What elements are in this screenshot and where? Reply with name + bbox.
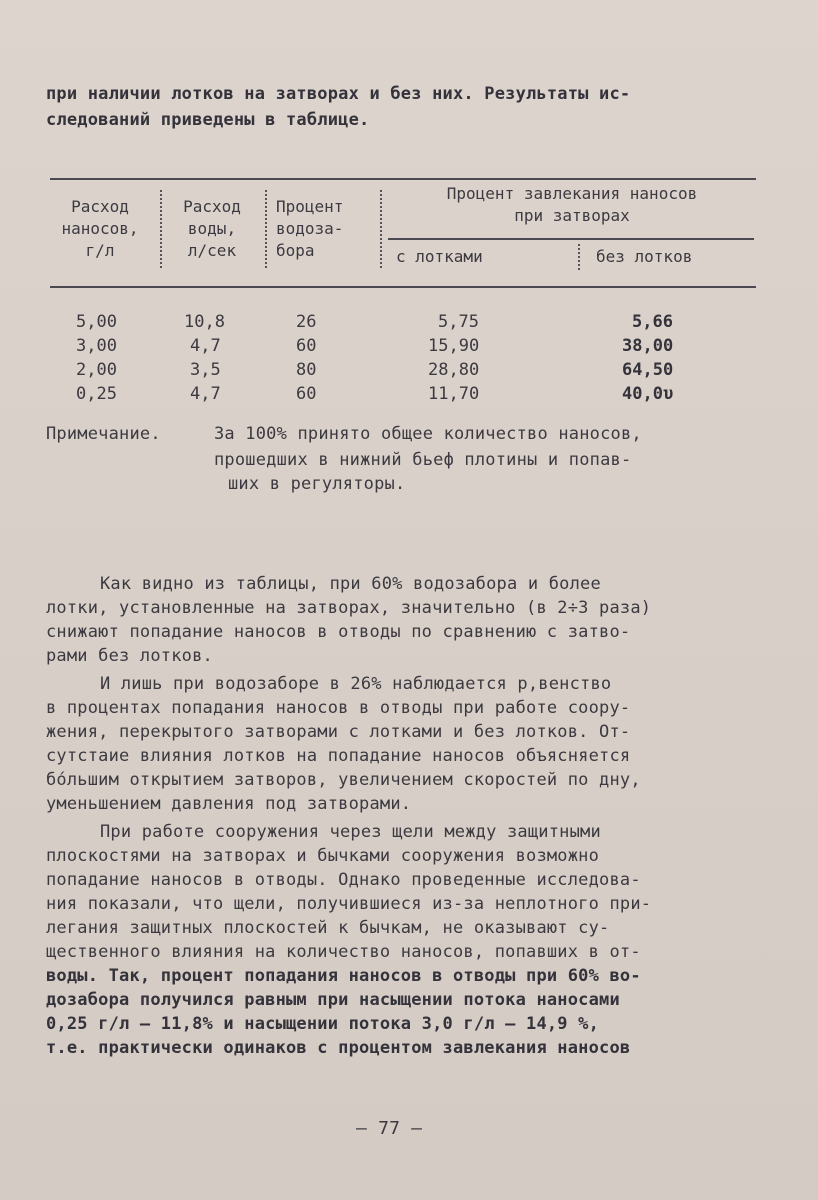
header-sediment-flow: Расход наносов, г/л [61, 197, 139, 260]
page-number: – 77 – [356, 1118, 423, 1139]
body-line: ния показали, что щели, получившиеся из-за неплотного при- [46, 894, 652, 914]
body-line: в процентах попадания наносов в отводы при работе соору- [46, 698, 631, 718]
body-line: жения, перекрытого затворами с лотками и без лотков. От- [46, 722, 631, 742]
header-group-entrainment: Процент завлекания наносов при затворах [446, 184, 698, 225]
body-line: лотки, установленные на затворах, значительно (в 2÷3 раза) [46, 598, 652, 618]
body-line: воды. Так, процент попадания наносов в отводы при 60% во- [46, 966, 641, 986]
body-line: плоскостями на затворах и бычками сооружения возможно [46, 846, 600, 866]
body-line: бо́льшим открытием затворов, увеличением скоростей по дну, [46, 770, 641, 790]
column-separator [380, 190, 382, 268]
body-line: щественного влияния на количество наносов, попавших в от- [46, 942, 641, 962]
document-page: при наличии лотков на затворах и без них. Результаты ис- следований приведены в таблице. Расход наносов, г/л Расход воды, л/сек Процент водоза- бора Процент завлекания наносов при затворах с лотками без лотков 5,00 10,8 26 5,75 5,66 3,00 4,7 60 15,90 38,00 2,00 3,5 80 28,80 64,50 0,25 4,7 60 11,70 40,0υ Примечание. За 100% принято общее количество наносов, прошедших в нижний бьеф плотины и попав- ших в регуляторы. Как видно из таблицы, при 60% водозабора и более лотки, установленные на затворах, значительно (в 2÷3 раза) снижают попадание наносов в отводы по сравнению с затво- рами без лотков. И лишь при водозаборе в 26% наблюдается р,венство в процентах попадания наносов в отводы при работе соору- жения, перекрытого затворами с лотками и без лотков. От- сутстаие влияния лотков на попадание наносов объясняется бо́льшим открытием затворов, увеличением скоростей по дну, уменьшением давления под затворами. При работе сооружения через щели между защитными плоскостями на затворах и бычками сооружения возможно попадание наносов в отводы. Однако проведенные исследова- ния показали, что щели, получившиеся из-за неплотного при- легания защитных плоскостей к бычкам, не оказывают су- щественного влияния на количество наносов, попавших в от- воды. Так, процент попадания наносов в отводы при 60% во- дозабора получился равным при насыщении потока наносами 0,25 г/л – 11,8% и насыщении потока 3,0 г/л – 14,9 %, т.е. практически одинаков с процентом завлекания наносов – 77 – [0, 0, 818, 1200]
body-line: дозабора получился равным при насыщении потока наносами [46, 990, 620, 1010]
body-line: снижают попадание наносов в отводы по сравнению с затво- [46, 622, 631, 642]
note-line-3: ших в регуляторы. [228, 474, 406, 494]
table-top-rule [50, 178, 756, 180]
note-line-1: За 100% принято общее количество наносов, [214, 424, 642, 444]
body-line: уменьшением давления под затворами. [46, 794, 412, 814]
column-separator [578, 244, 580, 270]
intro-line-1: при наличии лотков на затворах и без них. Результаты ис- [46, 84, 631, 104]
body-line: 0,25 г/л – 11,8% и насыщении потока 3,0 г/л – 14,9 %, [46, 1014, 600, 1034]
body-line: попадание наносов в отводы. Однако проведенные исследова- [46, 870, 641, 890]
body-line: т.е. практически одинаков с процентом завлекания наносов [46, 1038, 631, 1058]
note-line-2: прошедших в нижний бьеф плотины и попав- [214, 450, 632, 470]
subheader-rule [388, 238, 754, 240]
intro-line-2: следований приведены в таблице. [46, 110, 370, 130]
body-line: рами без лотков. [46, 646, 213, 666]
body-line: При работе сооружения через щели между защитными [100, 822, 601, 842]
header-without-trays: без лотков [596, 247, 693, 266]
body-line: легания защитных плоскостей к бычкам, не оказывают су- [46, 918, 610, 938]
header-water-flow: Расход воды, л/сек [183, 197, 241, 260]
body-line: сутстаие влияния лотков на попадание наносов объясняется [46, 746, 631, 766]
column-separator [265, 190, 267, 268]
note-label: Примечание. [46, 424, 161, 444]
body-line: И лишь при водозаборе в 26% наблюдается р,венство [100, 674, 612, 694]
table-header-rule [50, 286, 756, 288]
header-intake-percent: Процент водоза- бора [276, 197, 344, 260]
header-with-trays: с лотками [396, 247, 483, 266]
body-line: Как видно из таблицы, при 60% водозабора и более [100, 574, 601, 594]
